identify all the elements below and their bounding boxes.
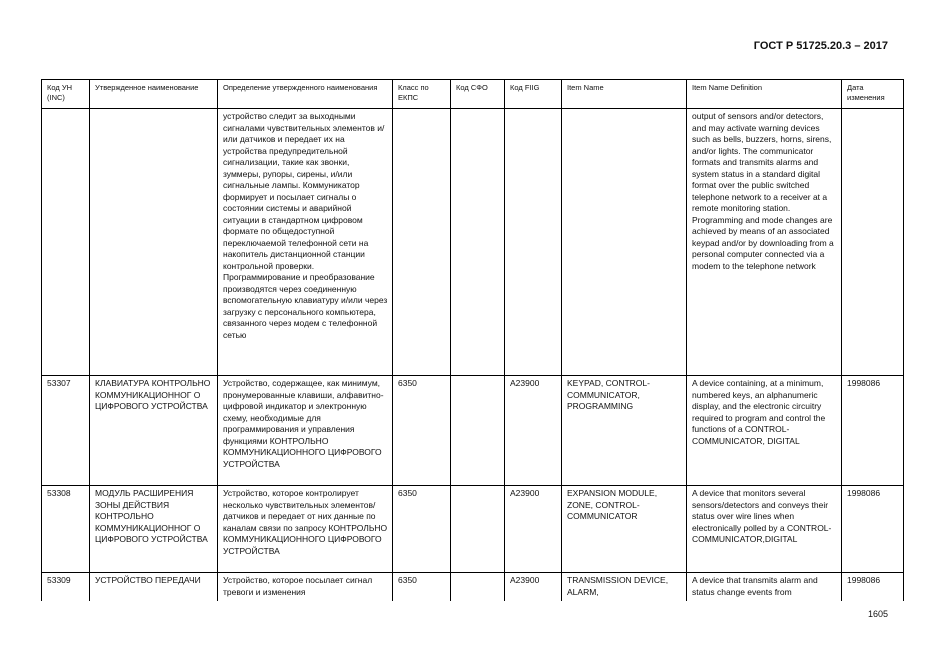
- cell-inc: [42, 109, 90, 376]
- column-header-name-ru: Утвержденное наименование: [90, 80, 218, 109]
- column-header-definition-en: Item Name Definition: [687, 80, 842, 109]
- table-row: [42, 486, 904, 573]
- cell-inc: 53309: [42, 573, 90, 602]
- cell-class: 6350: [393, 486, 451, 573]
- cell-name-ru: КЛАВИАТУРА КОНТРОЛЬНО КОММУНИКАЦИОННОГ О ЦИФРОВОГО УСТРОЙСТВА: [90, 376, 218, 486]
- cell-inc: 53308: [42, 486, 90, 573]
- column-header-item-name: Item Name: [562, 80, 687, 109]
- cell-sfo: [451, 573, 505, 602]
- column-header-definition-ru: Определение утвержденного наименования: [218, 80, 393, 109]
- cell-sfo: [451, 376, 505, 486]
- cell-name-ru: МОДУЛЬ РАСШИРЕНИЯ ЗОНЫ ДЕЙСТВИЯ КОНТРОЛЬНО КОММУНИКАЦИОННОГ О ЦИФРОВОГО УСТРОЙСТВА: [90, 486, 218, 573]
- cell-item-name: EXPANSION MODULE, ZONE, CONTROL-COMMUNICATOR: [562, 486, 687, 573]
- column-header-fiig: Код FIIG: [505, 80, 562, 109]
- cell-class: 6350: [393, 573, 451, 602]
- column-header-date: Дата изменения: [842, 80, 904, 109]
- cell-fiig: A23900: [505, 376, 562, 486]
- cell-date: 1998086: [842, 376, 904, 486]
- cell-class: [393, 109, 451, 376]
- cell-item-name: [562, 109, 687, 376]
- cell-sfo: [451, 486, 505, 573]
- cell-fiig: [505, 109, 562, 376]
- table-row: [42, 376, 904, 486]
- cell-name-ru: УСТРОЙСТВО ПЕРЕДАЧИ: [90, 573, 218, 602]
- cell-name-ru: [90, 109, 218, 376]
- cell-item-name: TRANSMISSION DEVICE, ALARM,: [562, 573, 687, 602]
- document-code: ГОСТ Р 51725.20.3 – 2017: [753, 40, 888, 52]
- column-header-inc: Код УН (INC): [42, 80, 90, 109]
- page-number: 1605: [867, 609, 888, 619]
- cell-class: 6350: [393, 376, 451, 486]
- cell-item-name: KEYPAD, CONTROL-COMMUNICATOR, PROGRAMMING: [562, 376, 687, 486]
- table-row: [42, 573, 904, 602]
- cell-definition-en: output of sensors and/or detectors, and may activate warning devices such as bells, buzzers, horns, sirens, and/or lights. The communicator formats and transmits alarms and system status in a standard digital format over the public switched telephone network to a receiver at a remote monitoring station. Programming and mode changes are achieved by means of an associated keypad and/or by downloading from a personal computer connected via a modem to the telephone network: [687, 109, 842, 376]
- cell-date: [842, 109, 904, 376]
- cell-fiig: A23900: [505, 486, 562, 573]
- column-header-sfo: Код СФО: [451, 80, 505, 109]
- cell-definition-en: A device containing, at a minimum, numbered keys, an alphanumeric display, and the electronic circuitry required to program and control the functions of a CONTROL-COMMUNICATOR, DIGITAL: [687, 376, 842, 486]
- column-header-class: Класс по ЕКПС: [393, 80, 451, 109]
- nomenclature-table: [41, 79, 904, 601]
- table-header-row: [42, 80, 904, 109]
- cell-fiig: A23900: [505, 573, 562, 602]
- cell-definition-en: A device that transmits alarm and status change events from: [687, 573, 842, 602]
- cell-definition-ru: Устройство, которое контролирует несколько чувствительных элементов/датчиков и передает от них данные по каналам связи по запросу КОНТРОЛЬНО КОММУНИКАЦИОННОГО ЦИФРОВОГО УСТРОЙСТВА: [218, 486, 393, 573]
- cell-inc: 53307: [42, 376, 90, 486]
- cell-definition-ru: Устройство, которое посылает сигнал тревоги и изменения: [218, 573, 393, 602]
- cell-date: 1998086: [842, 573, 904, 602]
- cell-sfo: [451, 109, 505, 376]
- cell-date: 1998086: [842, 486, 904, 573]
- cell-definition-ru: устройство следит за выходными сигналами чувствительных элементов и/или датчиков и передает их на устройства предупредительной сигнализации, такие как звонки, зуммеры, рупоры, сирены, и/или сигнальные лампы. Коммуникатор формирует и посылает сигналы о состоянии системы и аварийной ситуации в стандартном цифровом формате по общедоступной переключаемой телефонной сети на накопитель дистанционной станции контрольной проверки. Программирование и преобразование производятся через соединенную вспомогательную клавиатуру и/или через загрузку с персонального компьютера, связанного через модем с телефонной сетью: [218, 109, 393, 376]
- table-row: [42, 109, 904, 376]
- cell-definition-en: A device that monitors several sensors/detectors and conveys their status over wire lines when electronically polled by a CONTROL-COMMUNICATOR,DIGITAL: [687, 486, 842, 573]
- cell-definition-ru: Устройство, содержащее, как минимум, пронумерованные клавиши, алфавитно-цифровой индикатор и электронную схему, необходимые для программирования и управления функциями КОНТРОЛЬНО КОММУНИКАЦИОННОГО ЦИФРОВОГО УСТРОЙСТВА: [218, 376, 393, 486]
